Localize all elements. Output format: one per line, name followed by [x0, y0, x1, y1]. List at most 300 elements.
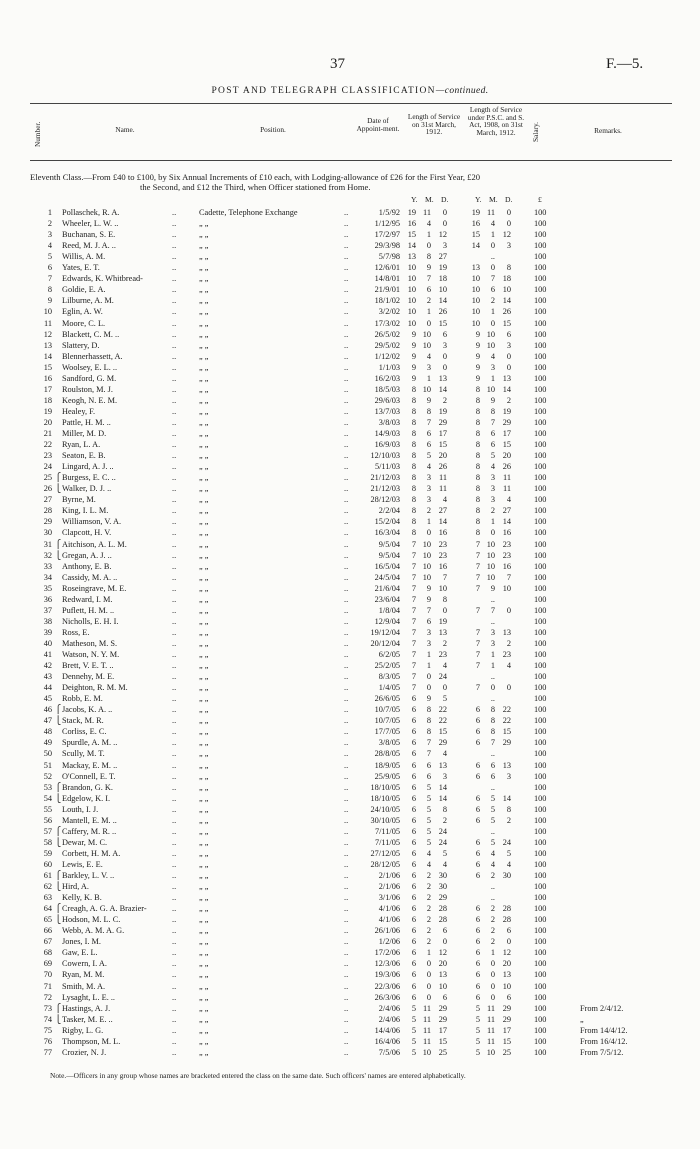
row-number: 50 — [43, 749, 52, 759]
group-bracket: ⎩ — [55, 1014, 62, 1024]
officer-name: Healey, F. — [62, 406, 96, 416]
leader-dots: .. — [172, 837, 177, 847]
service-years: 6 — [411, 926, 416, 936]
service-months: 3 — [426, 495, 431, 505]
leader-dots: .. — [172, 915, 177, 925]
salary: 100 — [534, 738, 547, 748]
service-months: 3 — [426, 473, 431, 483]
officer-name: Cassidy, M. A. .. — [62, 572, 118, 582]
service-months: 0 — [426, 528, 431, 538]
service-months: 10 — [422, 340, 431, 350]
remarks: From 2/4/12. — [580, 1003, 624, 1013]
service-days: 5 — [442, 694, 447, 704]
officer-name: Stack, M. R. — [62, 716, 104, 726]
salary: 100 — [534, 241, 547, 251]
service-months: .. — [490, 616, 495, 626]
leader-dots: .. — [344, 583, 349, 593]
service-months: 8 — [426, 252, 431, 262]
service-years: 14 — [471, 241, 480, 251]
service-months: 0 — [426, 318, 431, 328]
service-months: 3 — [490, 484, 495, 494]
leader-dots: .. — [344, 528, 349, 538]
service-years: 6 — [411, 959, 416, 969]
title-main: POST AND TELEGRAPH CLASSIFICATION — [211, 86, 436, 96]
service-months: 11 — [487, 208, 495, 217]
table-row — [0, 1025, 700, 1036]
service-years: 6 — [475, 915, 480, 925]
service-days: 4 — [506, 859, 511, 869]
appointment-date: 16/2/03 — [374, 373, 400, 383]
service-days: 29 — [438, 417, 447, 427]
service-months: 3 — [490, 473, 495, 483]
officer-name: Mackay, E. M. .. — [62, 760, 118, 770]
service-months: 0 — [490, 528, 495, 538]
officer-name: Keogh, N. E. M. — [62, 395, 118, 405]
row-number: 63 — [43, 893, 52, 903]
officer-name: Dennehy, M. E. — [62, 672, 115, 682]
row-number: 71 — [43, 981, 52, 991]
leader-dots: .. — [172, 296, 177, 306]
service-days: 15 — [438, 440, 447, 450]
service-years: 6 — [411, 970, 416, 980]
leader-dots: .. — [344, 882, 349, 892]
service-months: 5 — [426, 451, 431, 461]
service-days: 15 — [438, 727, 447, 737]
appointment-date: 21/6/04 — [374, 583, 400, 593]
service-days: 11 — [503, 473, 511, 483]
officer-position: „ „ — [199, 594, 209, 604]
table-row — [0, 903, 700, 914]
service-years: 7 — [475, 627, 480, 637]
service-years: 7 — [411, 572, 416, 582]
service-months: 8 — [490, 716, 495, 726]
appointment-date: 26/1/06 — [374, 926, 400, 936]
table-row — [0, 969, 700, 980]
service-years: 6 — [411, 771, 416, 781]
service-days: 10 — [438, 285, 447, 295]
officer-position: „ „ — [199, 528, 209, 538]
leader-dots: .. — [344, 550, 349, 560]
table-row — [0, 273, 700, 284]
officer-position: „ „ — [199, 274, 209, 284]
service-days: 29 — [438, 1003, 447, 1013]
salary: 100 — [534, 506, 547, 516]
row-number: 27 — [43, 495, 52, 505]
service-months: 1 — [426, 373, 431, 383]
service-days: 8 — [442, 804, 447, 814]
service-months: 1 — [490, 373, 495, 383]
officer-name: Roulston, M. J. — [62, 384, 113, 394]
leader-dots: .. — [344, 837, 349, 847]
row-number: 4 — [47, 241, 52, 251]
officer-position: „ „ — [199, 882, 209, 892]
officer-position: „ „ — [199, 572, 209, 582]
row-number: 75 — [43, 1025, 52, 1035]
service-years: 6 — [411, 716, 416, 726]
service-days: 16 — [502, 528, 511, 538]
appointment-date: 15/2/04 — [374, 517, 400, 527]
service-months: 2 — [490, 937, 495, 947]
officer-position: „ „ — [199, 727, 209, 737]
officer-position: „ „ — [199, 970, 209, 980]
row-number: 53 — [43, 782, 52, 792]
service-months: 4 — [426, 351, 431, 361]
service-years: 6 — [475, 948, 480, 958]
group-bracket: ⎧ — [55, 871, 62, 880]
group-bracket: ⎧ — [55, 1003, 62, 1013]
service-years: 6 — [411, 937, 416, 947]
service-years: 10 — [471, 285, 480, 295]
officer-name: Ryan, L. A. — [62, 440, 101, 450]
service-days: 18 — [438, 274, 447, 284]
salary: 100 — [534, 638, 547, 648]
service-days: 28 — [502, 915, 511, 925]
appointment-date: 2/4/06 — [378, 1014, 400, 1024]
group-bracket: ⎩ — [55, 716, 62, 726]
table-row — [0, 870, 700, 881]
row-number: 20 — [43, 417, 52, 427]
appointment-date: 21/9/01 — [374, 285, 400, 295]
officer-name: Ryan, M. M. — [62, 970, 105, 980]
leader-dots: .. — [172, 340, 177, 350]
service-months: 4 — [490, 219, 495, 229]
officer-name: Tasker, M. E. .. — [62, 1014, 113, 1024]
service-years: 9 — [411, 373, 416, 383]
officer-position: „ „ — [199, 749, 209, 759]
officer-name: Walker, D. J. .. — [62, 484, 112, 494]
service-years: 7 — [411, 550, 416, 560]
table-row — [0, 329, 700, 340]
service-years: 6 — [475, 992, 480, 1002]
leader-dots: .. — [172, 793, 177, 803]
table-row — [0, 516, 700, 527]
leader-dots: .. — [172, 550, 177, 560]
table-row — [0, 715, 700, 726]
officer-position: „ „ — [199, 296, 209, 306]
leader-dots: .. — [172, 815, 177, 825]
service-years: 5 — [475, 1036, 480, 1046]
group-bracket: ⎩ — [55, 837, 62, 847]
row-number: 11 — [44, 318, 52, 328]
appointment-date: 18/5/03 — [374, 384, 400, 394]
service-months: 3 — [426, 627, 431, 637]
row-number: 72 — [43, 992, 52, 1002]
service-months: 5 — [426, 804, 431, 814]
service-years: 7 — [411, 672, 416, 682]
salary: 100 — [534, 561, 547, 571]
table-row — [0, 417, 700, 428]
service-days: 23 — [502, 550, 511, 560]
salary: 100 — [534, 915, 547, 925]
officer-name: Nicholls, E. H. I. — [62, 616, 119, 626]
service-months: 0 — [426, 959, 431, 969]
service-years: 6 — [411, 705, 416, 715]
table-row — [0, 848, 700, 859]
service-days: 26 — [502, 462, 511, 472]
officer-name: Corbett, H. M. A. — [62, 848, 121, 858]
service-days: 3 — [442, 771, 447, 781]
appointment-date: 1/8/04 — [378, 605, 400, 615]
appointment-date: 17/2/06 — [374, 948, 400, 958]
table-row — [0, 340, 700, 351]
officer-name: Hastings, A. J. — [62, 1003, 111, 1013]
officer-position: „ „ — [199, 815, 209, 825]
service-months: 2 — [490, 926, 495, 936]
table-row — [0, 726, 700, 737]
table-row — [0, 583, 700, 594]
row-number: 67 — [43, 937, 52, 947]
officer-position: „ „ — [199, 340, 209, 350]
service-days: 4 — [442, 859, 447, 869]
leader-dots: .. — [172, 429, 177, 438]
leader-dots: .. — [344, 417, 349, 427]
salary: 100 — [534, 882, 547, 892]
officer-position: „ „ — [199, 605, 209, 615]
row-number: 57 — [43, 826, 52, 836]
officer-position: „ „ — [199, 583, 209, 593]
service-years: 6 — [411, 782, 416, 792]
appointment-date: 8/3/05 — [378, 672, 400, 682]
salary: 100 — [534, 1025, 547, 1035]
service-months: 10 — [422, 561, 431, 571]
row-number: 1 — [47, 208, 52, 217]
service-years: 6 — [475, 859, 480, 869]
row-number: 9 — [47, 296, 52, 306]
service-months: 5 — [490, 804, 495, 814]
service-months: 9 — [426, 395, 431, 405]
leader-dots: .. — [344, 1047, 349, 1057]
row-number: 13 — [43, 340, 52, 350]
salary: 100 — [534, 793, 547, 803]
service-days: 0 — [506, 362, 511, 372]
service-months: 6 — [426, 440, 431, 450]
service-years: 8 — [411, 395, 416, 405]
leader-dots: .. — [344, 650, 349, 659]
appointment-date: 21/12/03 — [370, 484, 400, 494]
officer-name: Goldie, E. A. — [62, 285, 106, 295]
service-months: 5 — [426, 837, 431, 847]
leader-dots: .. — [172, 528, 177, 538]
leader-dots: .. — [344, 285, 349, 295]
service-years: 6 — [411, 981, 416, 991]
service-months: 2 — [490, 904, 495, 914]
leader-dots: .. — [344, 904, 349, 914]
row-number: 16 — [43, 373, 52, 383]
row-number: 76 — [43, 1036, 52, 1046]
service-years: 19 — [407, 208, 416, 217]
service-months: 0 — [490, 683, 495, 693]
footnote: Note.—Officers in any group whose names are bracketed entered the class on the same date. Such officers' names are entered alphabetically. — [50, 1071, 466, 1080]
service-months: 11 — [423, 1003, 431, 1013]
salary: 100 — [534, 616, 547, 626]
service-months: 4 — [490, 351, 495, 361]
officer-position: „ „ — [199, 683, 209, 693]
service-years: 7 — [411, 561, 416, 571]
service-years: 19 — [471, 208, 480, 217]
service-months: 7 — [426, 749, 431, 759]
salary: 100 — [534, 263, 547, 273]
salary: 100 — [534, 650, 547, 659]
appointment-date: 17/2/97 — [374, 230, 400, 240]
service-years: 6 — [475, 926, 480, 936]
page-title — [0, 86, 700, 96]
officer-position: „ „ — [199, 506, 209, 516]
row-number: 7 — [47, 274, 52, 284]
leader-dots: .. — [172, 694, 177, 704]
row-number: 21 — [43, 429, 52, 438]
table-row — [0, 815, 700, 826]
leader-dots: .. — [172, 804, 177, 814]
service-months: .. — [490, 882, 495, 892]
service-days: 0 — [506, 937, 511, 947]
leader-dots: .. — [344, 263, 349, 273]
salary: 100 — [534, 451, 547, 461]
service-years: 6 — [475, 959, 480, 969]
row-number: 5 — [47, 252, 52, 262]
table-row — [0, 318, 700, 329]
table-row — [0, 461, 700, 472]
officer-name: Webb, A. M. A. G. — [62, 926, 125, 936]
service-days: 0 — [442, 362, 447, 372]
officer-name: Pollaschek, R. A. — [62, 208, 120, 217]
service-months: 6 — [426, 760, 431, 770]
salary: 100 — [534, 1036, 547, 1046]
service-days: 0 — [506, 208, 511, 217]
service-days: 12 — [438, 948, 447, 958]
service-years: 6 — [475, 738, 480, 748]
service-days: 10 — [438, 981, 447, 991]
officer-name: Dewar, M. C. — [62, 837, 108, 847]
salary: 100 — [534, 826, 547, 836]
header-rule-bottom — [30, 160, 672, 161]
salary: 100 — [534, 495, 547, 505]
row-number: 28 — [43, 506, 52, 516]
leader-dots: .. — [172, 572, 177, 582]
service-days: 0 — [506, 219, 511, 229]
service-days: 5 — [506, 848, 511, 858]
service-months: 5 — [490, 837, 495, 847]
service-days: 23 — [438, 550, 447, 560]
leader-dots: .. — [344, 848, 349, 858]
service-days: 22 — [438, 705, 447, 715]
salary: 100 — [534, 528, 547, 538]
table-row — [0, 627, 700, 638]
table-row — [0, 395, 700, 406]
service-days: 17 — [438, 429, 447, 438]
service-months: 6 — [490, 285, 495, 295]
service-days: 6 — [442, 329, 447, 339]
service-months: 2 — [490, 506, 495, 516]
appointment-date: 16/9/03 — [374, 440, 400, 450]
table-row — [0, 218, 700, 229]
officer-position: „ „ — [199, 804, 209, 814]
leader-dots: .. — [344, 384, 349, 394]
leader-dots: .. — [172, 517, 177, 527]
leader-dots: .. — [172, 970, 177, 980]
group-bracket: ⎩ — [55, 793, 62, 803]
service-months: 10 — [422, 550, 431, 560]
table-row — [0, 1003, 700, 1014]
service-days: 16 — [438, 561, 447, 571]
leader-dots: .. — [172, 440, 177, 450]
row-number: 55 — [43, 804, 52, 814]
service-days: 10 — [438, 583, 447, 593]
service-years: 6 — [411, 837, 416, 847]
leader-dots: .. — [172, 782, 177, 792]
leader-dots: .. — [172, 583, 177, 593]
table-row — [0, 704, 700, 715]
service-days: 23 — [502, 539, 511, 549]
service-months: 6 — [426, 285, 431, 295]
service-days: 0 — [442, 208, 447, 217]
service-days: 28 — [502, 904, 511, 914]
service-months: 9 — [426, 594, 431, 604]
leader-dots: .. — [344, 981, 349, 991]
officer-name: Lewis, E. E. — [62, 859, 103, 869]
officer-position: „ „ — [199, 771, 209, 781]
row-number: 46 — [43, 705, 52, 715]
service-months: 7 — [490, 274, 495, 284]
officer-name: Yates, E. T. — [62, 263, 100, 273]
service-years: 7 — [411, 605, 416, 615]
salary: 100 — [534, 395, 547, 405]
service-years: 5 — [475, 1047, 480, 1057]
leader-dots: .. — [344, 484, 349, 494]
leader-dots: .. — [344, 804, 349, 814]
service-days: 4 — [506, 495, 511, 505]
leader-dots: .. — [172, 384, 177, 394]
service-months: 10 — [486, 340, 495, 350]
col-date-header: Date of Appoint-ment. — [356, 116, 400, 133]
service-years: 6 — [475, 705, 480, 715]
service-years: 6 — [475, 837, 480, 847]
leader-dots: .. — [172, 638, 177, 648]
salary: 100 — [534, 351, 547, 361]
group-bracket: ⎩ — [55, 882, 62, 892]
class-description — [30, 172, 678, 192]
col-length-psc-header: Length of Service on 31st March, 1912. — [407, 112, 461, 137]
service-days: 14 — [502, 296, 511, 306]
leader-dots: .. — [344, 749, 349, 759]
service-days: 15 — [502, 318, 511, 328]
table-row — [0, 561, 700, 572]
table-row — [0, 373, 700, 384]
service-days: 12 — [502, 948, 511, 958]
leader-dots: .. — [172, 373, 177, 383]
service-days: 14 — [438, 296, 447, 306]
officer-name: Brandon, G. K. — [62, 782, 113, 792]
service-months: 5 — [426, 793, 431, 803]
officer-name: Blackett, C. M. .. — [62, 329, 120, 339]
officer-position: „ „ — [199, 495, 209, 505]
salary: 100 — [534, 362, 547, 372]
service-years: 6 — [411, 859, 416, 869]
service-years: 6 — [411, 915, 416, 925]
service-years: 8 — [475, 429, 480, 438]
salary: 100 — [534, 594, 547, 604]
leader-dots: .. — [344, 826, 349, 836]
table-row — [0, 771, 700, 782]
table-row — [0, 550, 700, 561]
salary: 100 — [534, 683, 547, 693]
appointment-date: 20/12/04 — [370, 638, 400, 648]
service-years: 7 — [475, 650, 480, 659]
appointment-date: 1/2/06 — [378, 937, 400, 947]
table-row — [0, 782, 700, 793]
service-years: 6 — [475, 760, 480, 770]
salary: 100 — [534, 727, 547, 737]
leader-dots: .. — [344, 395, 349, 405]
